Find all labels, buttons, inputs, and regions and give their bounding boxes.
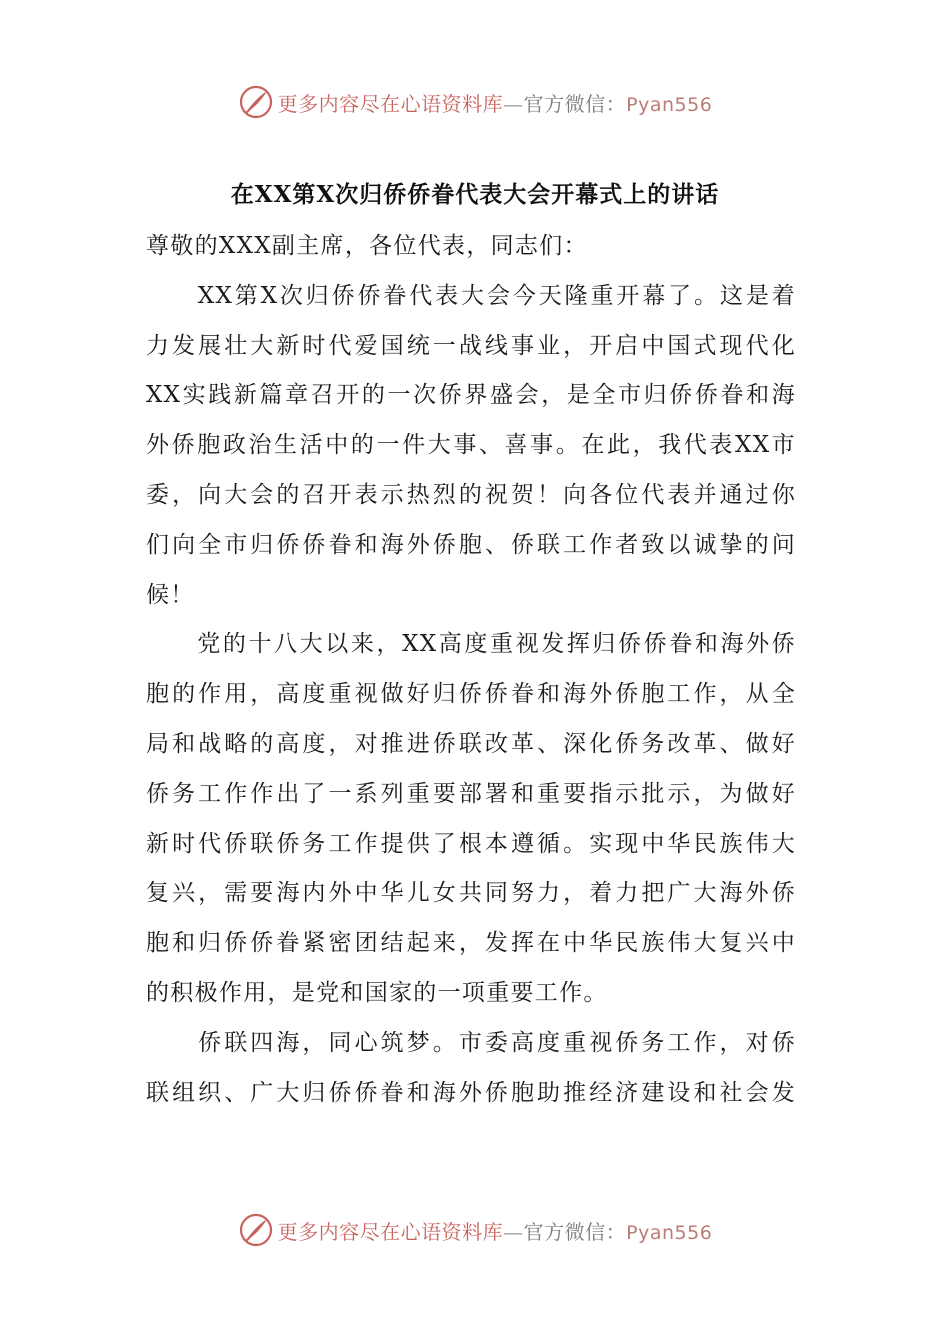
watermark-wechat-label: 官方微信： — [523, 1219, 627, 1244]
footer-watermark — [0, 1210, 950, 1250]
watermark-text — [278, 88, 713, 117]
quill-logo-icon — [238, 1212, 274, 1248]
text-line: 们向全市归侨侨眷和海外侨胞、侨联工作者致以诚挚的问 — [146, 531, 796, 558]
text-line: 的积极作用，是党和国家的一项重要工作。 — [146, 979, 608, 1006]
header-watermark — [0, 82, 950, 122]
text-line: 胞的作用，高度重视做好归侨侨眷和海外侨胞工作，从全 — [146, 681, 796, 708]
salutation-line: 尊敬的XXX副主席，各位代表，同志们： — [146, 233, 588, 259]
text-line: 局和战略的高度，对推进侨联改革、深化侨务改革、做好 — [146, 730, 796, 757]
watermark-text — [278, 1216, 713, 1245]
text-line: XX第X次归侨侨眷代表大会今天隆重开幕了。这是着 — [146, 282, 796, 309]
text-line: 新时代侨联侨务工作提供了根本遵循。实现中华民族伟大 — [146, 830, 796, 857]
watermark-wechat-label: 官方微信： — [523, 91, 627, 116]
text-line: 候！ — [146, 581, 195, 608]
document-body — [146, 222, 796, 1118]
text-line: 委，向大会的召开表示热烈的祝贺！向各位代表并通过你 — [146, 481, 796, 508]
text-line: XX实践新篇章召开的一次侨界盛会，是全市归侨侨眷和海 — [146, 382, 796, 409]
watermark-wechat-id: Pyan556 — [626, 1221, 713, 1244]
text-line: 胞和归侨侨眷紧密团结起来，发挥在中华民族伟大复兴中 — [146, 930, 796, 957]
text-line: 党的十八大以来，XX高度重视发挥归侨侨眷和海外侨 — [146, 631, 796, 658]
text-line: 联组织、广大归侨侨眷和海外侨胞助推经济建设和社会发 — [146, 1079, 796, 1106]
watermark-dash: — — [503, 1219, 524, 1244]
watermark-brand: 更多内容尽在心语资料库 — [277, 91, 504, 116]
document-title: 在XX第X次归侨侨眷代表大会开幕式上的讲话 — [230, 181, 720, 208]
quill-logo-icon — [238, 84, 274, 120]
text-line: 复兴，需要海内外中华儿女共同努力，着力把广大海外侨 — [146, 880, 796, 907]
text-line: 侨联四海，同心筑梦。市委高度重视侨务工作，对侨 — [146, 1029, 796, 1056]
watermark-wechat-id: Pyan556 — [626, 93, 713, 116]
watermark-brand: 更多内容尽在心语资料库 — [277, 1219, 504, 1244]
text-line: 外侨胞政治生活中的一件大事、喜事。在此，我代表XX市 — [146, 432, 796, 459]
text-line: 力发展壮大新时代爱国统一战线事业，开启中国式现代化 — [146, 332, 796, 359]
watermark-dash: — — [503, 91, 524, 116]
text-line: 侨务工作作出了一系列重要部署和重要指示批示，为做好 — [146, 780, 796, 807]
